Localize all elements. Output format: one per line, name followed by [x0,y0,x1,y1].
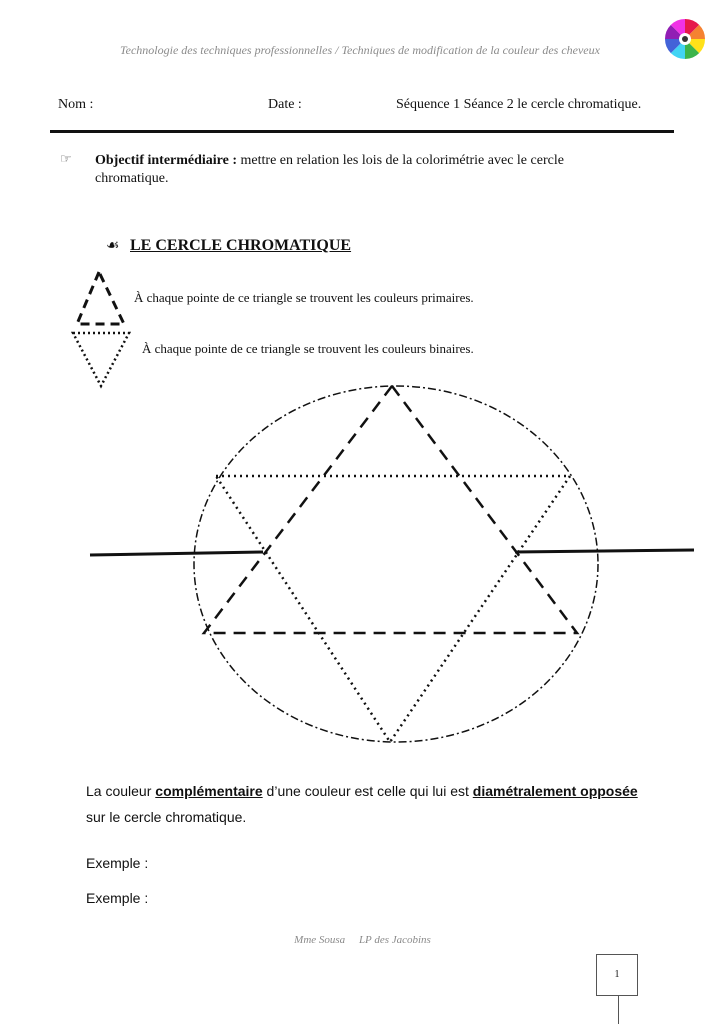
objective-text: mettre en relation les lois de la colorimétrie avec le cercle chromatique. [95,153,564,186]
primary-triangle [204,386,577,633]
document-header-title: Technologie des techniques professionnelles / Techniques de modification de la couleur des cheveux [120,43,600,57]
sequence-label: Séquence 1 Séance 2 le cercle chromatique. [396,97,642,112]
date-label: Date : [268,97,302,112]
complementary-text-2: d’une couleur est celle qui lui est [262,783,473,799]
example-1: Exemple : [86,855,149,871]
footer-school: LP des Jacobins [358,934,431,946]
complementary-word: complémentaire [155,783,263,799]
objective-label: Objectif intermédiaire : [95,153,238,168]
legend-primary-triangle [77,272,124,324]
complementary-text-3: sur le cercle chromatique. [86,809,247,825]
page-number: 1 [596,954,638,996]
pointing-hand-icon: ☞ [60,151,72,166]
example-2: Exemple : [86,890,149,906]
right-solid-line [515,550,694,552]
legend-binary-triangle [73,333,129,386]
footer-author: Mme Sousa [294,934,346,946]
complementary-paragraph [86,778,646,830]
complementary-text-1: La couleur [86,783,156,799]
left-solid-line [90,552,263,555]
chromatic-circle [194,386,598,742]
footer [0,934,725,946]
leaf-icon: ☙ [106,238,120,254]
section-title: LE CERCLE CHROMATIQUE [130,237,352,254]
page-number-connector [618,996,619,1024]
binary-colors-text: À chaque pointe de ce triangle se trouvent les couleurs binaires. [142,341,474,356]
primary-colors-text: À chaque pointe de ce triangle se trouvent les couleurs primaires. [134,290,474,305]
nom-label: Nom : [58,97,94,112]
diametrically-opposed-word: diamétralement opposée [472,783,638,799]
